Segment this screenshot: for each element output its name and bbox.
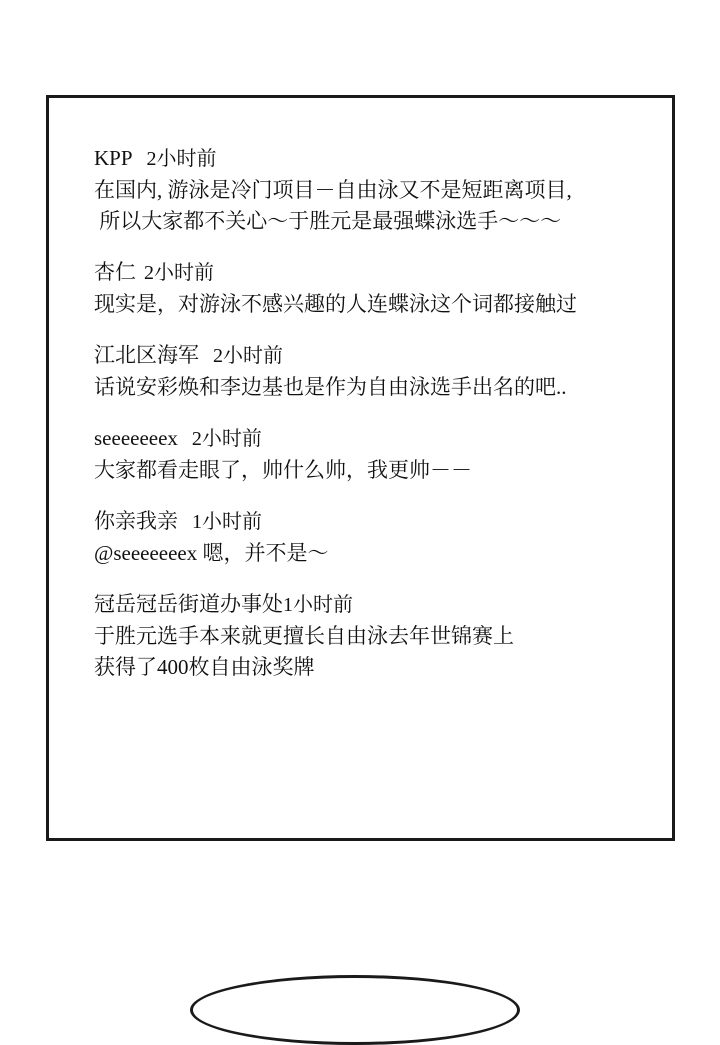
comment-item [94, 340, 652, 403]
comment-item [94, 589, 652, 683]
comment-item [94, 143, 652, 237]
comment-body [94, 455, 652, 486]
comment-line: 在国内, 游泳是冷门项目－自由泳又不是短距离项目, [94, 178, 572, 202]
bottom-arc-shape [190, 975, 520, 1045]
comment-list [94, 143, 652, 683]
comment-time: 1小时前 [283, 594, 353, 616]
comment-time: 1小时前 [192, 511, 262, 533]
comment-time: 2小时前 [146, 148, 217, 170]
comment-author: 杏仁 [94, 260, 136, 284]
comment-header [94, 340, 652, 372]
comment-body [94, 289, 652, 320]
comment-line: 现实是，对游泳不感兴趣的人连蝶泳这个词都接触过 [94, 292, 577, 316]
comment-time: 2小时前 [144, 262, 214, 284]
comment-author: seeeeeeex [94, 426, 178, 450]
comment-item [94, 423, 652, 486]
comment-header [94, 257, 652, 289]
comment-author: 冠岳冠岳街道办事处 [94, 592, 283, 616]
comment-author: KPP [94, 146, 133, 170]
comment-time: 2小时前 [213, 345, 283, 367]
comment-body [94, 621, 652, 683]
comment-line: @seeeeeeex 嗯，并不是～ [94, 541, 329, 565]
comment-header [94, 143, 652, 175]
comment-time: 2小时前 [191, 428, 262, 450]
comment-line: 话说安彩焕和李边基也是作为自由泳选手出名的吧.. [94, 375, 567, 399]
comment-header [94, 423, 652, 455]
comment-header [94, 506, 652, 538]
comment-panel [46, 95, 675, 841]
comment-body [94, 538, 652, 569]
comment-item [94, 506, 652, 569]
comment-line: 于胜元选手本来就更擅长自由泳去年世锦赛上 [94, 624, 514, 648]
comment-author: 江北区海军 [94, 343, 199, 367]
comment-author: 你亲我亲 [94, 509, 178, 533]
comment-line: 所以大家都不关心～于胜元是最强蝶泳选手～～～ [94, 209, 562, 233]
comment-line: 大家都看走眼了，帅什么帅，我更帅－－ [94, 458, 472, 482]
comment-item [94, 257, 652, 320]
comment-body [94, 372, 652, 403]
comment-header [94, 589, 652, 621]
comment-body [94, 175, 652, 237]
comment-line: 获得了400枚自由泳奖牌 [94, 655, 315, 679]
